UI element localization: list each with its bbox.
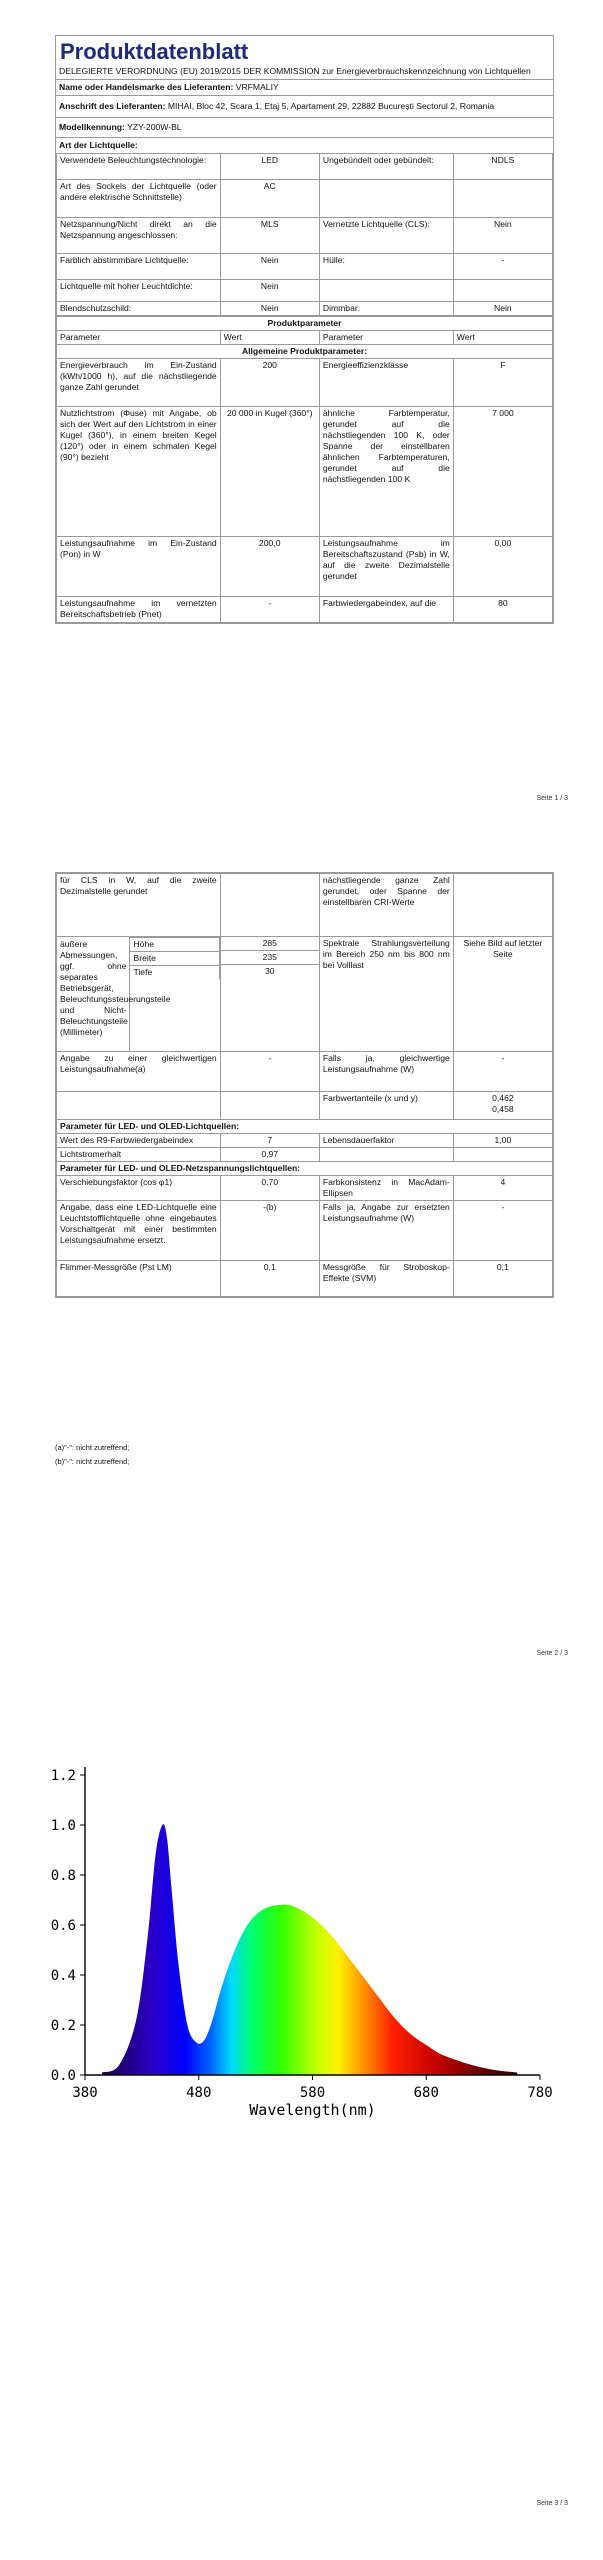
page-3	[0, 1670, 603, 2560]
supplier-address-label: Anschrift des Lieferanten:	[59, 101, 166, 111]
net-standby-label-cont: für CLS in W, auf die zweite Dezimalstelle gerundet	[57, 874, 221, 937]
mains-v1: 0,70	[220, 1176, 319, 1201]
regulation-text: DELEGIERTE VERORDNUNG (EU) 2019/2015 DER KOMMISSION zur Energieverbrauchskennzeichnung von Lichtquellen	[59, 66, 531, 76]
equiv-v2: 0,462 0,458	[453, 1092, 552, 1120]
led-title: Parameter für LED- und OLED-Lichtquellen:	[57, 1120, 553, 1134]
mains-row	[57, 1176, 553, 1201]
y-tick-label: 1.0	[50, 1818, 76, 1834]
y-tick-label: 0.4	[50, 1968, 76, 1984]
dim-width-label: Breite	[130, 952, 219, 966]
type-l2: Hülle:	[319, 254, 453, 280]
dim-width: 235	[221, 951, 319, 965]
type-v1: AC	[220, 180, 319, 218]
params-table-1	[56, 316, 553, 623]
general-l2: ähnliche Farbtemperatur, gerundet auf die nächstliegenden 100 K, oder Spanne der einstellbaren ähnlichen Farbtemperaturen, gerundet auf die nächstliegenden 100 K	[319, 407, 453, 537]
page-1	[0, 0, 603, 830]
footnote-b: (b)"-": nicht zutreffend;	[55, 1457, 130, 1466]
col-value: Wert	[220, 331, 319, 345]
type-l1: Lichtquelle mit hoher Leuchtdichte:	[57, 280, 221, 302]
type-row	[57, 302, 553, 316]
type-v2: Nein	[453, 302, 552, 316]
spectrum-value: Siehe Bild auf letzter Seite	[453, 937, 552, 1052]
mains-v2: 4	[453, 1176, 552, 1201]
general-v2: 7 000	[453, 407, 552, 537]
spectrum-label: Spektrale Strahlungsverteilung im Bereich 250 nm bis 800 nm bei Volllast	[319, 937, 453, 1052]
x-tick-label: 680	[413, 2085, 439, 2101]
type-row	[57, 254, 553, 280]
page-2	[0, 830, 603, 1670]
page-number: Seite 2 / 3	[536, 1650, 568, 1657]
general-l2: Energieeffizienzklasse	[319, 359, 453, 407]
model-row	[56, 117, 553, 137]
mains-row	[57, 1261, 553, 1297]
type-l1: Farblich abstimmbare Lichtquelle:	[57, 254, 221, 280]
cri-value: 80	[453, 597, 552, 623]
datasheet-frame-1	[55, 35, 554, 624]
type-v2	[453, 180, 552, 218]
type-v1: Nein	[220, 254, 319, 280]
type-v1: Nein	[220, 302, 319, 316]
led-v2	[453, 1148, 552, 1162]
dimensions-label: äußere Abmessungen, ggf. ohne separates Betriebsgerät, Beleuchtungssteuerungsteile und Nicht-Beleuchtungsteile (Millimeter)	[57, 938, 130, 1052]
equiv-v1: -	[220, 1052, 319, 1092]
type-l1: Netzspannung/Nicht direkt an die Netzspannung angeschlossen:	[57, 218, 221, 254]
general-v2: F	[453, 359, 552, 407]
type-row	[57, 218, 553, 254]
supplier-name-row	[56, 79, 553, 95]
mains-l2: Farbkonsistenz in MacAdam-Ellipsen	[319, 1176, 453, 1201]
mains-v2: -	[453, 1201, 552, 1261]
mains-l1: Angabe, dass eine LED-Lichtquelle eine Leuchtstofflichtquelle ohne eingebautes Vorschaltgerät mit einer bestimmten Leistungsaufnahme ersetzt.	[57, 1201, 221, 1261]
general-l1: Energieverbrauch im Ein-Zustand (kWh/1000 h), auf die nächstliegende ganze Zahl gerundet	[57, 359, 221, 407]
col-param: Parameter	[57, 331, 221, 345]
supplier-address-row	[56, 95, 553, 117]
y-tick-label: 0.2	[50, 2018, 76, 2034]
equiv-l2: Farbwertanteile (x und y)	[319, 1092, 453, 1120]
mains-v1: 0,1	[220, 1261, 319, 1297]
type-v2	[453, 280, 552, 302]
col-param-2: Parameter	[319, 331, 453, 345]
dim-height-label: Höhe	[130, 938, 219, 952]
y-tick-label: 0.6	[50, 1918, 76, 1934]
type-label: Art der Lichtquelle:	[59, 140, 138, 150]
model-id: YZY-200W-BL	[127, 122, 182, 132]
spectrum-area	[102, 1824, 517, 2075]
dim-depth: 30	[264, 966, 275, 976]
type-row	[57, 280, 553, 302]
supplier-name: VRFMALIY	[235, 82, 279, 92]
footnote-a: (a)"-": nicht zutreffend;	[55, 1443, 130, 1452]
equiv-row	[57, 1092, 553, 1120]
dim-depth-label: Tiefe	[130, 966, 219, 980]
general-l2: Leistungsaufnahme im Bereitschaftszustand (Psb) in W, auf die zweite Dezimalstelle gerundet	[319, 537, 453, 597]
y-tick-label: 0.8	[50, 1868, 76, 1884]
x-tick-label: 580	[299, 2085, 326, 2101]
type-l1: Verwendete Beleuchtungstechnologie:	[57, 154, 221, 180]
x-tick-label: 780	[527, 2085, 553, 2101]
equiv-l1: Angabe zu einer gleichwertigen Leistungsaufnahme(a)	[57, 1052, 221, 1092]
type-row	[57, 154, 553, 180]
type-v2: -	[453, 254, 552, 280]
mains-l2: Falls ja, Angabe zur ersetzten Leistungsaufnahme (W)	[319, 1201, 453, 1261]
dimensions-values	[220, 937, 319, 1052]
general-row	[57, 537, 553, 597]
supplier-name-label: Name oder Handelsmarke des Lieferanten:	[59, 82, 234, 92]
led-v1: 7	[220, 1134, 319, 1148]
mains-row	[57, 1201, 553, 1261]
mains-l1: Verschiebungsfaktor (cos φ1)	[57, 1176, 221, 1201]
led-v1: 0,97	[220, 1148, 319, 1162]
led-l1: Wert des R9-Farbwiedergabeindex	[57, 1134, 221, 1148]
general-row	[57, 407, 553, 537]
type-row	[57, 180, 553, 218]
general-v1: 200,0	[220, 537, 319, 597]
y-tick-label: 0.0	[50, 2068, 76, 2084]
equiv-row	[57, 1052, 553, 1092]
x-tick-label: 380	[72, 2085, 98, 2101]
type-v1: MLS	[220, 218, 319, 254]
led-l2: Lebensdauerfaktor	[319, 1134, 453, 1148]
type-l2: Ungebündelt oder gebündelt:	[319, 154, 453, 180]
general-title: Allgemeine Produktparameter:	[57, 345, 553, 359]
params-title: Produktparameter	[57, 317, 553, 331]
mains-l2: Messgröße für Stroboskop-Effekte (SVM)	[319, 1261, 453, 1297]
y-tick-label: 1.2	[50, 1768, 76, 1784]
led-row	[57, 1148, 553, 1162]
general-l1: Nutzlichtstrom (Φuse) mit Angabe, ob sich der Wert auf den Lichtstrom in einer Kugel (360°), in einem breiten Kegel (120°) oder in einem schmalen Kegel (90°) bezieht	[57, 407, 221, 537]
led-row	[57, 1134, 553, 1148]
mains-l1: Flimmer-Messgröße (Pst LM)	[57, 1261, 221, 1297]
model-label: Modellkennung:	[59, 122, 125, 132]
type-section-heading	[56, 137, 553, 153]
cri-label-part1: Farbwiedergabeindex, auf die	[319, 597, 453, 623]
type-l1: Art des Sockels der Lichtquelle (oder andere elektrische Schnittstelle)	[57, 180, 221, 218]
led-l1: Lichtstromerhalt	[57, 1148, 221, 1162]
type-l2: Vernetzte Lichtquelle (CLS):	[319, 218, 453, 254]
type-table	[56, 153, 553, 316]
page-number: Seite 3 / 3	[536, 2500, 568, 2507]
equiv-l1	[57, 1092, 221, 1120]
mains-v2: 0,1	[453, 1261, 552, 1297]
type-l2: Dimmbar:	[319, 302, 453, 316]
page-number: Seite 1 / 3	[536, 795, 568, 802]
general-v1: 200	[220, 359, 319, 407]
led-v2: 1,00	[453, 1134, 552, 1148]
net-standby-value: -	[220, 597, 319, 623]
x-axis-label: Wavelength(nm)	[249, 2101, 376, 2119]
led-l2	[319, 1148, 453, 1162]
type-l1: Blendschutzschild:	[57, 302, 221, 316]
equiv-l2: Falls ja, gleichwertige Leistungsaufnahme (W)	[319, 1052, 453, 1092]
page-title: Produktdatenblatt	[60, 39, 249, 64]
general-l1: Leistungsaufnahme im Ein-Zustand (Pon) in W	[57, 537, 221, 597]
type-l2	[319, 180, 453, 218]
type-v2: Nein	[453, 218, 552, 254]
dim-height: 285	[221, 937, 319, 951]
type-l2	[319, 280, 453, 302]
equiv-v2: -	[453, 1052, 552, 1092]
supplier-address: MIHAI, Bloc 42, Scara 1, Etaj 5, Apartament 29, 22882 București Sectorul 2, Romania	[167, 101, 495, 111]
type-v1: LED	[220, 154, 319, 180]
type-v1: Nein	[220, 280, 319, 302]
general-v2: 0,00	[453, 537, 552, 597]
general-row	[57, 359, 553, 407]
dimensions-cell	[57, 937, 221, 1052]
params-table-2	[56, 873, 553, 1297]
spectrum-chart	[0, 1740, 603, 2160]
datasheet-frame-2	[55, 872, 554, 1298]
general-v1: 20 000 in Kugel (360°)	[220, 407, 319, 537]
equiv-v1	[220, 1092, 319, 1120]
mains-title: Parameter für LED- und OLED-Netzspannungslichtquellen:	[57, 1162, 553, 1176]
cri-label-part2: nächstliegende ganze Zahl gerundet, oder Spanne der einstellbaren CRI-Werte	[319, 874, 453, 937]
net-standby-label: Leistungsaufnahme im vernetzten Bereitschaftsbetrieb (Pnet)	[57, 597, 221, 623]
x-tick-label: 480	[186, 2085, 212, 2101]
type-v2: NDLS	[453, 154, 552, 180]
col-value-2: Wert	[453, 331, 552, 345]
mains-v1: -(b)	[220, 1201, 319, 1261]
